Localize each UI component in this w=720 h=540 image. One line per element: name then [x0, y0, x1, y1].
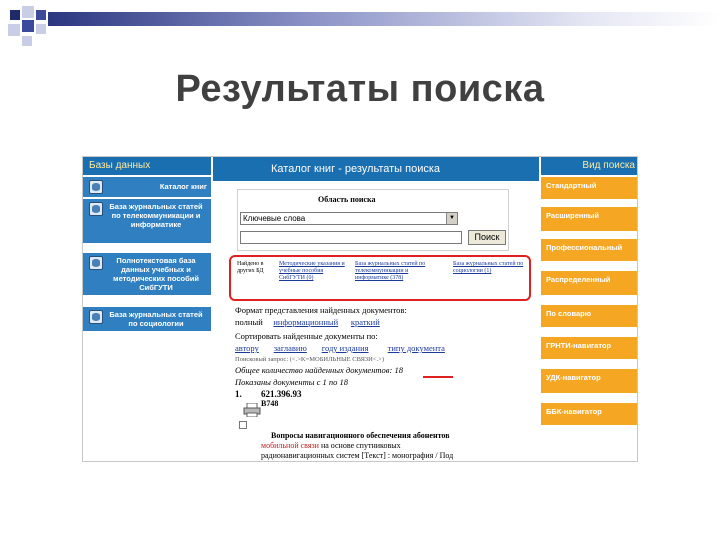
format-short-link[interactable]: краткий	[350, 317, 380, 327]
format-label: Формат представления найденных документов:	[235, 305, 407, 315]
total-label: Общее количество найденных документов	[235, 365, 390, 375]
record-title-line3: радионавигационных систем [Текст] : монография / Под	[261, 451, 454, 460]
db-item-label: База журнальных статей по телекоммуникации и информатике	[109, 202, 203, 229]
search-type-bbk-navigator[interactable]: ББК-навигатор	[541, 403, 638, 425]
database-icon	[89, 310, 103, 324]
record-title-highlight: мобильной связи	[261, 441, 319, 450]
record-shelf: В748	[261, 399, 279, 408]
center-header: Каталог книг - результаты поиска	[213, 157, 539, 181]
record-checkbox[interactable]	[239, 421, 247, 429]
format-full[interactable]: полный	[235, 317, 263, 327]
select-value: Ключевые слова	[243, 214, 306, 223]
database-icon	[89, 180, 103, 194]
search-type-grnti-navigator[interactable]: ГРНТИ-навигатор	[541, 337, 638, 359]
search-area-label: Область поиска	[318, 195, 376, 204]
total-value: : 18	[389, 365, 403, 375]
related-link-sociology[interactable]: База журнальных статей по социологии (1)	[453, 261, 524, 274]
db-item-label: Полнотекстовая база данных учебных и методических пособий СибГУТИ	[113, 256, 199, 292]
sort-by-author-link[interactable]: автору	[235, 343, 259, 353]
record-title-line1: Вопросы навигационного обеспечения абонентов	[271, 431, 450, 440]
search-area-panel	[237, 189, 509, 251]
search-type-professional[interactable]: Профессиональный	[541, 239, 638, 261]
record-title-line2	[261, 441, 401, 451]
search-type-dictionary[interactable]: По словарю	[541, 305, 638, 327]
search-type-extended[interactable]: Расширенный	[541, 207, 638, 231]
found-in-other-db-label: Найдено в других БД	[237, 261, 264, 274]
query-line: Поисковый запрос: (<.>K=МОБИЛЬНЫЕ СВЯЗИ<.>)	[235, 356, 384, 363]
db-item-label: База журнальных статей по социологии	[109, 310, 203, 328]
search-type-standard[interactable]: Стандартный	[541, 177, 638, 199]
sort-by-year-link[interactable]: году издания	[321, 343, 369, 353]
record-title-rest: на основе спутниковых	[320, 441, 401, 450]
databases-panel	[83, 157, 211, 462]
search-field-select[interactable]	[240, 212, 458, 225]
search-type-panel	[541, 157, 638, 462]
catalog-screenshot	[82, 156, 638, 462]
header-gradient-bar	[48, 12, 720, 26]
related-link-manuals[interactable]: Методические указания и учебные пособия СибГУТИ (0)	[279, 261, 345, 281]
db-item-label: Каталог книг	[159, 182, 207, 191]
related-results-highlight	[229, 255, 531, 301]
databases-header: Базы данных	[83, 157, 211, 175]
sort-by-type-link[interactable]: типу документа	[387, 343, 445, 353]
sort-label: Сортировать найденные документы по:	[235, 331, 378, 341]
search-type-header: Вид поиска	[541, 157, 638, 175]
chevron-down-icon[interactable]: ▼	[446, 213, 457, 224]
printer-icon[interactable]	[243, 403, 261, 417]
database-icon	[89, 256, 103, 270]
database-icon	[89, 202, 103, 216]
record-code: 621.396.93	[261, 389, 302, 399]
search-type-distributed[interactable]: Распределенный	[541, 271, 638, 295]
total-line	[235, 365, 403, 375]
db-item-telecom-articles[interactable]	[83, 199, 211, 243]
related-link-telecom[interactable]: База журнальных статей по телекоммуникации и информатике (378)	[355, 261, 426, 281]
sort-by-title-link[interactable]: заглавию	[273, 343, 307, 353]
search-input[interactable]	[240, 231, 462, 244]
db-item-sociology-articles[interactable]	[83, 307, 211, 331]
shown-label: Показаны документы с 1 по 18	[235, 377, 348, 387]
db-item-study-manuals[interactable]	[83, 253, 211, 295]
sort-options	[235, 343, 445, 353]
search-button[interactable]: Поиск	[468, 230, 506, 245]
record-number: 1.	[235, 389, 242, 399]
format-options	[235, 317, 380, 327]
slide-title: Результаты поиска	[175, 68, 545, 110]
format-info-link[interactable]: информационный	[273, 317, 339, 327]
total-underline	[423, 376, 453, 378]
search-type-udk-navigator[interactable]: УДК-навигатор	[541, 369, 638, 393]
db-item-books-catalog[interactable]	[83, 177, 211, 197]
